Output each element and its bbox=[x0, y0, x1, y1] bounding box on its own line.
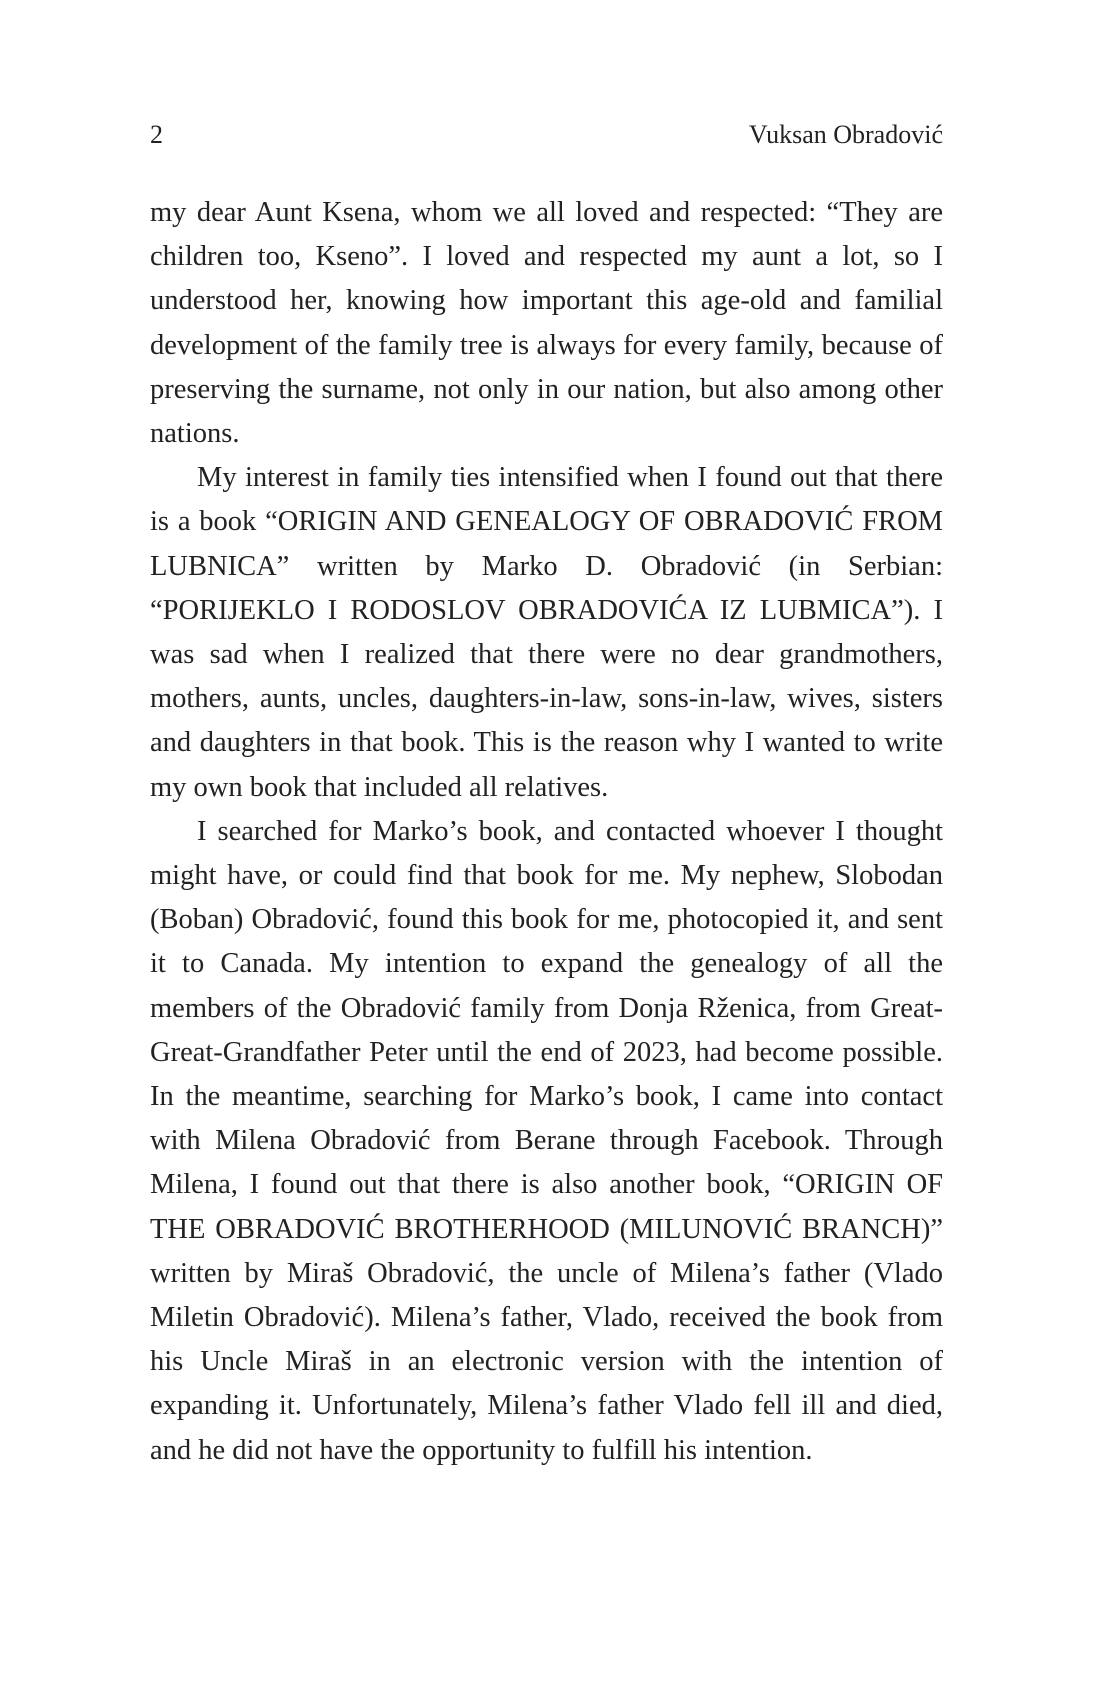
paragraph: My interest in family ties intensified when I found out that there is a book “ORIGIN AND GENEALOGY OF OBRADOVIĆ FROM LUBNICA” written by Marko D. Obradović (in Serbian: “PORIJEKLO I RODOSLOV OBRADOVIĆA IZ LUBMICA”). I was sad when I realized that there were no dear grandmothers, mothers, aunts, uncles, daughters-in-law, sons-in-law, wives, sisters and daughters in that book. This is the reason why I wanted to write my own book that included all relatives. bbox=[150, 462, 943, 803]
running-title: Vuksan Obradović bbox=[748, 120, 943, 149]
body-text bbox=[150, 191, 943, 1473]
paragraph-continued: my dear Aunt Ksena, whom we all loved and respected: “They are children too, Kseno”. I loved and respected my aunt a lot, so I understood her, knowing how important this age-old and familial development of the family tree is always for every family, because of preserving the surname, not only in our nation, but also among other nations. bbox=[150, 197, 943, 450]
page-header bbox=[150, 118, 943, 152]
page-number: 2 bbox=[150, 120, 163, 149]
paragraph: I searched for Marko’s book, and contacted whoever I thought might have, or could find that book for me. My nephew, Slobodan (Boban) Obradović, found this book for me, photocopied it, and sent it to Canada. My intention to expand the genealogy of all the members of the Obradović family from Donja Rženica, from Great-Great-Grandfather Peter until the end of 2023, had become possible. In the meantime, searching for Marko’s book, I came into contact with Milena Obradović from Berane through Facebook. Through Milena, I found out that there is also another book, “ORIGIN OF THE OBRADOVIĆ BROTHERHOOD (MILUNOVIĆ BRANCH)” written by Miraš Obradović, the uncle of Milena’s father (Vlado Miletin Obradović). Milena’s father, Vlado, received the book from his Uncle Miraš in an electronic version with the intention of expanding it. Unfortunately, Milena’s father Vlado fell ill and died, and he did not have the opportunity to fulfill his intention. bbox=[150, 815, 943, 1466]
